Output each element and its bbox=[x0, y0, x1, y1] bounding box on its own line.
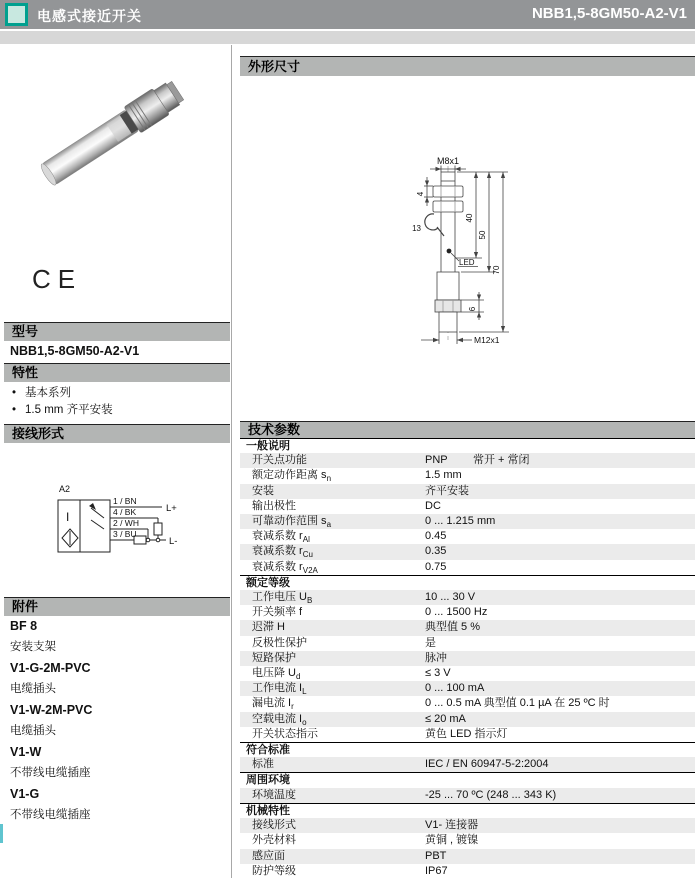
param-label: 衰减系数 $r_{Al}$ bbox=[252, 530, 310, 545]
param-label: 接线形式 bbox=[252, 819, 296, 832]
section-bar-features: 特性 bbox=[4, 363, 230, 382]
section-bar-dimensions: 外形尺寸 bbox=[240, 56, 695, 76]
param-label: 开关点功能 bbox=[252, 454, 307, 467]
wire-label-bu: 3 / BU bbox=[113, 529, 137, 539]
param-label: 迟滞 H bbox=[252, 621, 285, 634]
accessory-desc: 电缆插头 bbox=[10, 683, 56, 695]
param-label: 开关频率 f bbox=[252, 606, 303, 619]
param-value: 10 ... 30 V bbox=[425, 591, 476, 604]
param-label: 防护等级 bbox=[252, 864, 296, 877]
param-value: 0 ... 1500 Hz bbox=[425, 606, 488, 619]
dim-label-m12: M12x1 bbox=[474, 335, 500, 345]
param-label: 开关状态指示 bbox=[252, 727, 318, 740]
param-label: 外壳材料 bbox=[252, 834, 296, 847]
param-value: ≤ 20 mA bbox=[425, 712, 466, 725]
param-value: 0 ... 100 mA bbox=[425, 682, 485, 695]
sensor-symbol: I bbox=[66, 510, 70, 524]
table-row bbox=[240, 849, 695, 864]
param-label: 环境温度 bbox=[252, 788, 296, 801]
table-row bbox=[240, 696, 695, 711]
table-row bbox=[240, 712, 695, 727]
supply-plus-label: L+ bbox=[166, 503, 177, 514]
param-value: V1- 连接器 bbox=[425, 819, 479, 832]
accessory-name: V1-W bbox=[10, 745, 42, 759]
param-value: 0 ... 1.215 mm bbox=[425, 515, 496, 528]
param-value: PBT bbox=[425, 849, 447, 862]
param-label: 空载电流 $I_o$ bbox=[252, 712, 307, 727]
param-value: IEC / EN 60947-5-2:2004 bbox=[425, 758, 549, 771]
product-photo bbox=[22, 58, 207, 203]
wire-label-bn: 1 / BN bbox=[113, 496, 137, 506]
table-row bbox=[240, 605, 695, 620]
section-bar-accessories: 附件 bbox=[4, 597, 230, 616]
param-value: 是 bbox=[425, 636, 436, 649]
param-value: 黄铜 , 镀镍 bbox=[425, 834, 479, 847]
table-row bbox=[240, 560, 695, 575]
table-row bbox=[240, 833, 695, 848]
accessory-desc: 不带线电缆插座 bbox=[10, 809, 91, 821]
wiring-diagram bbox=[10, 478, 225, 583]
param-label: 短路保护 bbox=[252, 651, 296, 664]
accessory-desc: 电缆插头 bbox=[10, 725, 56, 737]
table-row bbox=[240, 544, 695, 559]
dim-label-50: 50 bbox=[478, 230, 487, 240]
accessory-name: V1-W-2M-PVC bbox=[10, 703, 93, 717]
param-label: 安装 bbox=[252, 484, 274, 497]
table-row bbox=[240, 651, 695, 666]
param-label: 衰减系数 $r_{V2A}$ bbox=[252, 560, 318, 575]
table-row bbox=[240, 864, 695, 879]
led-dot bbox=[447, 249, 452, 254]
table-row bbox=[240, 529, 695, 544]
param-label: 反极性保护 bbox=[252, 636, 307, 649]
table-row bbox=[240, 514, 695, 529]
param-value: 典型值 5 % bbox=[425, 621, 481, 634]
tech-section-heading: 符合标准 bbox=[240, 742, 695, 757]
section-bar-tech: 技术参数 bbox=[240, 421, 695, 438]
table-row bbox=[240, 818, 695, 833]
param-label: 感应面 bbox=[252, 849, 285, 862]
param-value: 0 ... 0.5 mA 典型值 0.1 µA 在 25 ºC 时 bbox=[425, 697, 610, 710]
dim-label-40: 40 bbox=[465, 213, 474, 223]
param-value: 黄色 LED 指示灯 bbox=[425, 727, 508, 740]
param-label: 工作电压 $U_B$ bbox=[252, 591, 313, 606]
dim-label-6: 6 bbox=[468, 306, 477, 312]
param-value-2: 常开 + 常闭 bbox=[473, 454, 530, 467]
wiring-type-label: A2 bbox=[59, 484, 71, 494]
param-value: 1.5 mm bbox=[425, 469, 462, 482]
param-label: 衰减系数 $r_{Cu}$ bbox=[252, 545, 313, 560]
page-edge-tab bbox=[0, 824, 3, 843]
table-row bbox=[240, 453, 695, 468]
ce-mark: CE bbox=[32, 264, 83, 294]
param-value: IP67 bbox=[425, 864, 448, 877]
accessory-name: BF 8 bbox=[10, 619, 38, 633]
tech-section-heading: 额定等级 bbox=[240, 575, 695, 590]
param-value: 0.35 bbox=[425, 545, 447, 558]
accessory-desc: 安装支架 bbox=[10, 641, 56, 653]
table-row bbox=[240, 666, 695, 681]
feature-item: • 基本系列 bbox=[12, 384, 71, 400]
param-label: 标准 bbox=[252, 758, 274, 771]
tech-table bbox=[240, 438, 695, 879]
table-row bbox=[240, 788, 695, 803]
table-row bbox=[240, 727, 695, 742]
section-bar-connection: 接线形式 bbox=[4, 424, 230, 443]
wire-label-wh: 2 / WH bbox=[113, 518, 139, 528]
dim-label-4: 4 bbox=[416, 191, 425, 197]
param-value: -25 ... 70 ºC (248 ... 343 K) bbox=[425, 788, 557, 801]
table-row bbox=[240, 484, 695, 499]
param-value: 齐平安装 bbox=[425, 484, 469, 497]
table-row bbox=[240, 499, 695, 514]
param-value: ≤ 3 V bbox=[425, 667, 451, 680]
table-row bbox=[240, 681, 695, 696]
feature-item: • 1.5 mm 齐平安装 bbox=[12, 401, 113, 417]
dim-label-13: 13 bbox=[412, 224, 421, 233]
table-row bbox=[240, 620, 695, 635]
model-value: NBB1,5-8GM50-A2-V1 bbox=[10, 344, 140, 358]
param-label: 输出极性 bbox=[252, 499, 296, 512]
column-divider bbox=[231, 45, 232, 878]
table-row bbox=[240, 590, 695, 605]
param-label: 工作电流 $I_L$ bbox=[252, 682, 307, 697]
tech-section-heading: 机械特性 bbox=[240, 803, 695, 818]
header-divider-strip bbox=[0, 31, 695, 44]
section-bar-model: 型号 bbox=[4, 322, 230, 341]
table-row bbox=[240, 468, 695, 483]
table-row bbox=[240, 636, 695, 651]
wire-label-bk: 4 / BK bbox=[113, 507, 137, 517]
tech-section-heading: 一般说明 bbox=[240, 438, 695, 453]
accessory-name: V1-G-2M-PVC bbox=[10, 661, 91, 675]
param-label: 漏电流 $I_r$ bbox=[252, 697, 294, 712]
led-label: LED bbox=[459, 258, 475, 267]
dim-label-m8: M8x1 bbox=[436, 156, 460, 166]
param-label: 可靠动作范围 $s_a$ bbox=[252, 515, 332, 530]
param-label: 电压降 $U_d$ bbox=[252, 667, 301, 682]
brand-square-icon bbox=[5, 3, 28, 26]
table-row bbox=[240, 757, 695, 772]
page-header bbox=[0, 0, 695, 29]
dim-label-70: 70 bbox=[492, 265, 501, 275]
accessory-desc: 不带线电缆插座 bbox=[10, 767, 91, 779]
param-value: DC bbox=[425, 499, 441, 512]
page-title: 电感式接近开关 bbox=[37, 8, 142, 24]
accessory-name: V1-G bbox=[10, 787, 40, 801]
param-value: PNP bbox=[425, 454, 448, 467]
param-label: 额定动作距离 $s_n$ bbox=[252, 469, 332, 484]
dimension-drawing bbox=[400, 140, 625, 355]
param-value: 0.45 bbox=[425, 530, 447, 543]
param-value: 0.75 bbox=[425, 560, 447, 573]
accessories-list bbox=[10, 616, 225, 826]
product-number: NBB1,5-8GM50-A2-V1 bbox=[531, 5, 687, 22]
supply-minus-label: L- bbox=[169, 536, 178, 547]
param-value: 脉冲 bbox=[425, 651, 447, 664]
tech-section-heading: 周围环境 bbox=[240, 772, 695, 787]
